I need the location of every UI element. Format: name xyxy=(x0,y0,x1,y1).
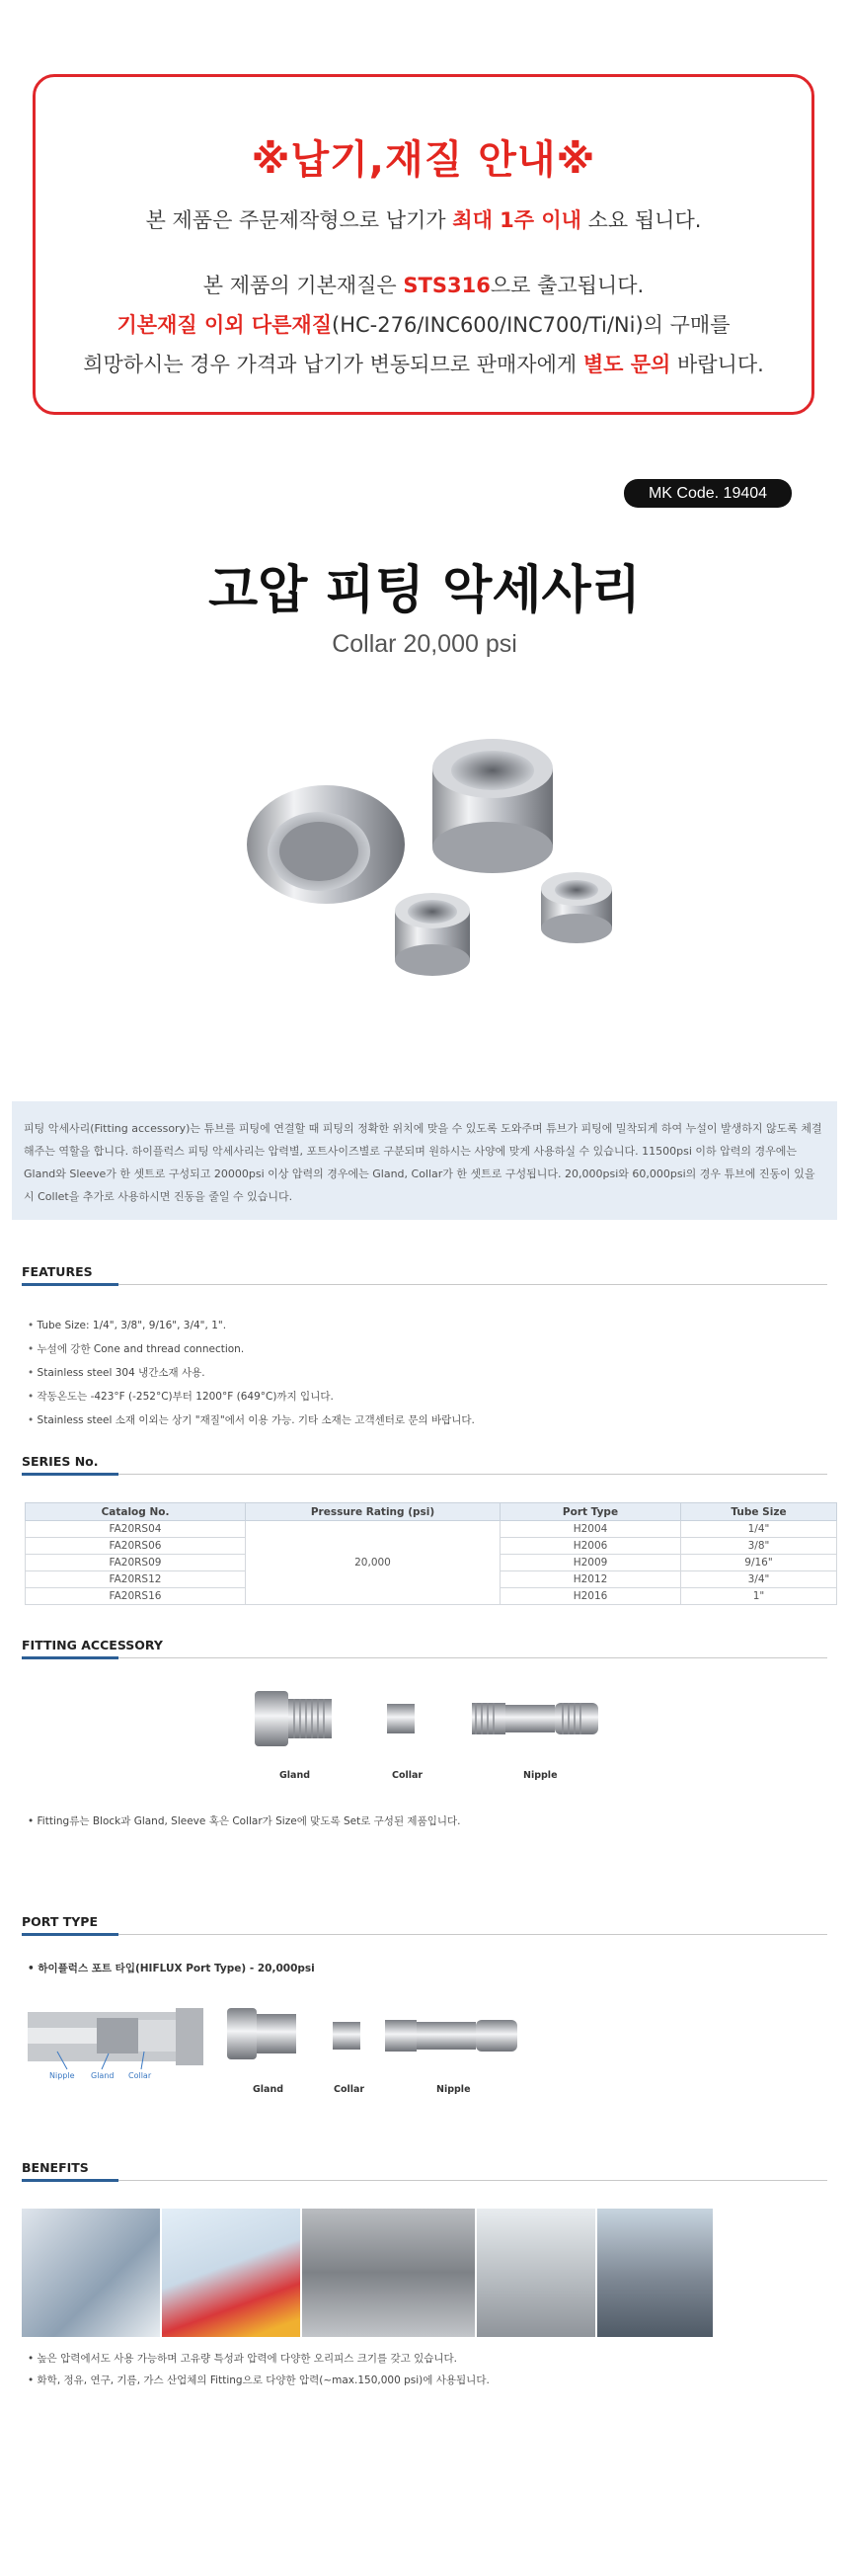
feature-item: • Stainless steel 소재 이외는 상기 "재질"에서 이용 가능. 기타 소재는 고객센터로 문의 바랍니다. xyxy=(28,1409,475,1432)
col-pressure: Pressure Rating (psi) xyxy=(246,1503,501,1521)
benefits-divider xyxy=(22,2180,827,2181)
col-tube: Tube Size xyxy=(681,1503,837,1521)
page-title: 고압 피팅 악세사리 xyxy=(207,561,642,620)
collar-small-front xyxy=(395,893,470,976)
series-mark xyxy=(22,1473,118,1476)
label-gland: Gland xyxy=(279,1770,311,1781)
collar-small-right xyxy=(541,872,612,943)
benefits-mark xyxy=(22,2179,118,2182)
notice-title: ※납기,재질 안내※ xyxy=(251,137,596,183)
benefit-item: • 화학, 정유, 연구, 기름, 가스 산업체의 Fitting으로 다양한 압력(~max.150,000 psi)에 사용됩니다. xyxy=(28,2375,490,2386)
table-row: FA20RS04 20,000 H2004 1/4" xyxy=(26,1521,837,1538)
benefit-photo-refinery xyxy=(477,2209,595,2337)
series-heading: SERIES No. xyxy=(22,1454,99,1469)
benefits-photo-strip xyxy=(22,2209,713,2337)
table-row: FA20RS06 H2006 3/8" xyxy=(26,1538,837,1555)
notice-line-3: 기본재질 이외 다른재질(HC-276/INC600/INC700/Ti/Ni)의 구매를 xyxy=(116,313,731,337)
nipple-part xyxy=(472,1703,598,1734)
port-cross-section-diagram xyxy=(28,1990,205,2079)
benefit-photo-chemistry xyxy=(162,2209,300,2337)
diagram-label-gland: Gland xyxy=(91,2071,115,2080)
accessory-heading: FITTING ACCESSORY xyxy=(22,1638,163,1652)
col-port: Port Type xyxy=(501,1503,681,1521)
feature-item: • Stainless steel 304 냉간소재 사용. xyxy=(28,1361,475,1385)
features-mark xyxy=(22,1283,118,1286)
feature-item: • 작동온도는 -423°F (-252°C)부터 1200°F (649°C)까지 입니다. xyxy=(28,1385,475,1409)
feature-item: • Tube Size: 1/4", 3/8", 9/16", 3/4", 1". xyxy=(28,1314,475,1337)
accessory-mark xyxy=(22,1656,118,1659)
collar-large-right xyxy=(432,739,553,873)
page-subtitle: Collar 20,000 psi xyxy=(332,630,517,658)
port-heading: PORT TYPE xyxy=(22,1914,99,1929)
series-table xyxy=(25,1502,837,1605)
accessory-parts-illustration xyxy=(237,1679,622,1768)
table-row: FA20RS09 H2009 9/16" xyxy=(26,1555,837,1571)
notice-box xyxy=(33,74,814,415)
features-divider xyxy=(22,1284,827,1285)
mk-code-badge: MK Code. 19404 xyxy=(624,479,792,508)
label-collar: Collar xyxy=(392,1770,424,1781)
benefit-photo-lab xyxy=(22,2209,160,2337)
collar-large-left xyxy=(247,785,405,904)
col-catalog: Catalog No. xyxy=(26,1503,246,1521)
notice-line-2: 본 제품의 기본재질은 STS316으로 출고됩니다. xyxy=(202,274,645,297)
features-heading: FEATURES xyxy=(22,1264,93,1279)
port-subtitle: • 하이플럭스 포트 타입(HIFLUX Port Type) - 20,000psi xyxy=(28,1963,315,1974)
benefit-photo-pipework xyxy=(302,2209,475,2337)
accessory-note: • Fitting류는 Block과 Gland, Sleeve 혹은 Collar가 Size에 맞도록 Set로 구성된 제품입니다. xyxy=(28,1815,461,1827)
notice-line-4: 희망하시는 경우 가격과 납기가 변동되므로 판매자에게 별도 문의 바랍니다. xyxy=(83,353,764,376)
features-list xyxy=(28,1314,475,1432)
benefit-photo-offshore xyxy=(597,2209,713,2337)
intro-paragraph: 피팅 악세사리(Fitting accessory)는 튜브를 피팅에 연결할 때 피팅의 정확한 위치에 맞을 수 있도록 도와주며 튜브가 피팅에 밀착되게 하여 누설이 발생하지 않도록 체결해주는 역할을 합니다. 하이플럭스 피팅 악세사리는 압력별, 포트사이즈별로 구분되며 원하시는 사양에 맞게 사용하실 수 있습니다. 11500psi 이하 압력의 경우에는 Gland와 Sleeve가 한 셋트로 구성되고 20000psi 이상 압력의 경우에는 Gland, Collar가 한 셋트로 구성됩니다. 20,000psi와 60,000psi의 경우 튜브에 진동이 있을 시 Collet을 추가로 사용하시면 진동을 줄일 수 있습니다. xyxy=(12,1101,837,1220)
gland-part xyxy=(255,1691,332,1746)
notice-line-1: 본 제품은 주문제작형으로 납기가 최대 1주 이내 소요 됩니다. xyxy=(145,208,702,232)
diagram-label-collar: Collar xyxy=(128,2071,152,2080)
port-parts-illustration xyxy=(222,2000,607,2079)
diagram-label-nipple: Nipple xyxy=(49,2071,75,2080)
port-label-nipple: Nipple xyxy=(436,2084,471,2095)
port-label-gland: Gland xyxy=(253,2084,284,2095)
table-row: FA20RS16 H2016 1" xyxy=(26,1588,837,1605)
benefits-heading: BENEFITS xyxy=(22,2160,89,2175)
benefit-item: • 높은 압력에서도 사용 가능하며 고유량 특성과 압력에 다양한 오리피스 크기를 갖고 있습니다. xyxy=(28,2353,458,2365)
accessory-divider xyxy=(22,1657,827,1658)
port-mark xyxy=(22,1933,118,1936)
series-divider xyxy=(22,1474,827,1475)
pressure-cell: 20,000 xyxy=(246,1521,501,1605)
feature-item: • 누설에 강한 Cone and thread connection. xyxy=(28,1337,475,1361)
label-nipple: Nipple xyxy=(523,1770,558,1781)
port-divider xyxy=(22,1934,827,1935)
product-photo xyxy=(0,691,849,1087)
table-header-row xyxy=(26,1503,837,1521)
port-label-collar: Collar xyxy=(334,2084,365,2095)
table-row: FA20RS12 H2012 3/4" xyxy=(26,1571,837,1588)
collar-part xyxy=(387,1704,415,1733)
